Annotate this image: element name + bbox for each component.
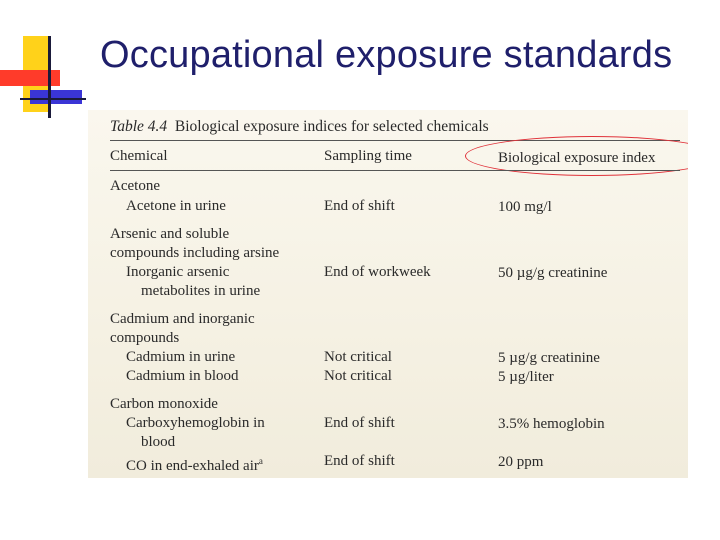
sampling-time: Not critical [324,368,392,384]
exposure-index: 5 µg/liter [498,369,554,385]
scanned-table-image [88,110,688,478]
sampling-time: Not critical [324,349,392,365]
chemical-name: blood [141,434,176,450]
table-header-rule [110,170,680,171]
slide-decoration-blue-bar [30,90,82,104]
exposure-index: 50 µg/g creatinine [498,265,608,281]
chemical-name: metabolites in urine [141,283,261,299]
column-header-biological-exposure-index: Biological exposure index [498,150,656,166]
chemical-name: Cadmium in urine [126,349,236,365]
chemical-name: Inorganic arsenic [126,264,230,280]
sampling-time: End of shift [324,453,395,469]
exposure-index: 5 µg/g creatinine [498,350,600,366]
sampling-time: End of workweek [324,264,431,280]
exposure-index: 100 mg/l [498,199,552,215]
column-header-sampling-time: Sampling time [324,148,412,164]
group-name: compounds [110,330,180,346]
footnote-mark: a [258,456,263,466]
table-caption [110,118,489,136]
table-caption-number: Table 4.4 [110,118,168,135]
group-name: Cadmium and inorganic [110,311,255,327]
group-name: Arsenic and soluble [110,226,230,242]
chemical-name: Cadmium in blood [126,368,239,384]
chemical-name-text: CO in end-exhaled air [126,458,259,474]
group-name: compounds including arsine [110,245,280,261]
exposure-index: 3.5% hemoglobin [498,416,605,432]
slide-decoration-vertical-line [48,36,51,118]
column-header-chemical: Chemical [110,148,168,164]
slide-decoration-red-bar [0,70,60,86]
sampling-time: End of shift [324,198,395,214]
sampling-time: End of shift [324,415,395,431]
exposure-index: 20 ppm [498,454,544,470]
table-caption-text: Biological exposure indices for selected chemicals [174,118,489,135]
chemical-name: Carboxyhemoglobin in [126,415,265,431]
group-name: Acetone [110,178,160,194]
slide-decoration-horizontal-line [20,98,86,100]
group-name: Carbon monoxide [110,396,218,412]
chemical-name: Acetone in urine [126,198,226,214]
slide-title: Occupational exposure standards [100,34,673,76]
chemical-name [126,452,263,475]
